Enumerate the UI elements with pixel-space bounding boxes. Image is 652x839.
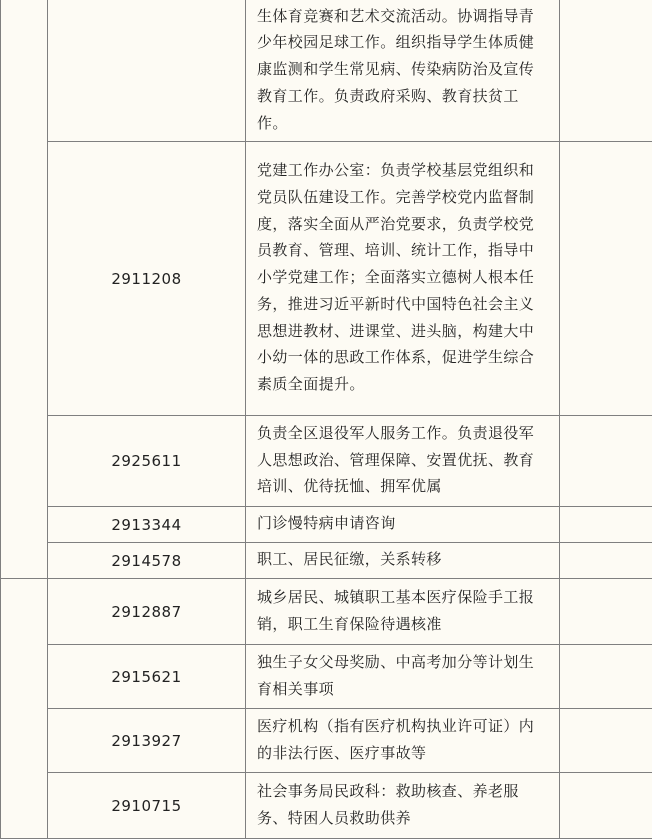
empty-cell	[560, 543, 652, 579]
duty-description-cell: 职工、居民征缴，关系转移	[246, 543, 560, 579]
phone-number-cell: 2910715	[48, 773, 246, 839]
table-row	[1, 645, 652, 709]
empty-cell	[560, 507, 652, 543]
table-row	[1, 773, 652, 839]
duty-description-cell: 独生子女父母奖励、中高考加分等计划生育相关事项	[246, 645, 560, 709]
phone-number-cell: 2911208	[48, 142, 246, 416]
group-cell	[1, 579, 48, 839]
duty-description-cell: 党建工作办公室：负责学校基层党组织和党员队伍建设工作。完善学校党内监督制度，落实全面从严治党要求，负责学校党员教育、管理、培训、统计工作，指导中小学党建工作；全面落实立德树人根本任务，推进习近平新时代中国特色社会主义思想进教材、进课堂、进头脑，构建大中小幼一体的思政工作体系，促进学生综合素质全面提升。	[246, 142, 560, 416]
empty-cell	[560, 773, 652, 839]
phone-number-cell	[48, 0, 246, 142]
duty-description-cell: 医疗机构（指有医疗机构执业许可证）内的非法行医、医疗事故等	[246, 709, 560, 773]
empty-cell	[560, 579, 652, 645]
phone-number-cell: 2914578	[48, 543, 246, 579]
phone-number-cell: 2913927	[48, 709, 246, 773]
duty-description-cell: 社会事务局民政科：救助核查、养老服务、特困人员救助供养	[246, 773, 560, 839]
duty-description-cell: 生体育竞赛和艺术交流活动。协调指导青少年校园足球工作。组织指导学生体质健康监测和学生常见病、传染病防治及宣传教育工作。负责政府采购、教育扶贫工作。	[246, 0, 560, 142]
table-row	[1, 416, 652, 507]
empty-cell	[560, 709, 652, 773]
empty-cell	[560, 142, 652, 416]
phone-number-cell: 2912887	[48, 579, 246, 645]
duty-description-cell: 负责全区退役军人服务工作。负责退役军人思想政治、管理保障、安置优抚、教育培训、优待抚恤、拥军优属	[246, 416, 560, 507]
phone-number-cell: 2925611	[48, 416, 246, 507]
duty-description-cell: 门诊慢特病申请咨询	[246, 507, 560, 543]
table-row	[1, 709, 652, 773]
table-row	[1, 579, 652, 645]
table-row	[1, 507, 652, 543]
empty-cell	[560, 645, 652, 709]
phone-number-cell: 2913344	[48, 507, 246, 543]
phone-number-cell: 2915621	[48, 645, 246, 709]
table-row	[1, 0, 652, 142]
table-row	[1, 142, 652, 416]
empty-cell	[560, 416, 652, 507]
group-cell	[1, 0, 48, 579]
empty-cell	[560, 0, 652, 142]
table-row	[1, 543, 652, 579]
duty-description-cell: 城乡居民、城镇职工基本医疗保险手工报销，职工生育保险待遇核准	[246, 579, 560, 645]
